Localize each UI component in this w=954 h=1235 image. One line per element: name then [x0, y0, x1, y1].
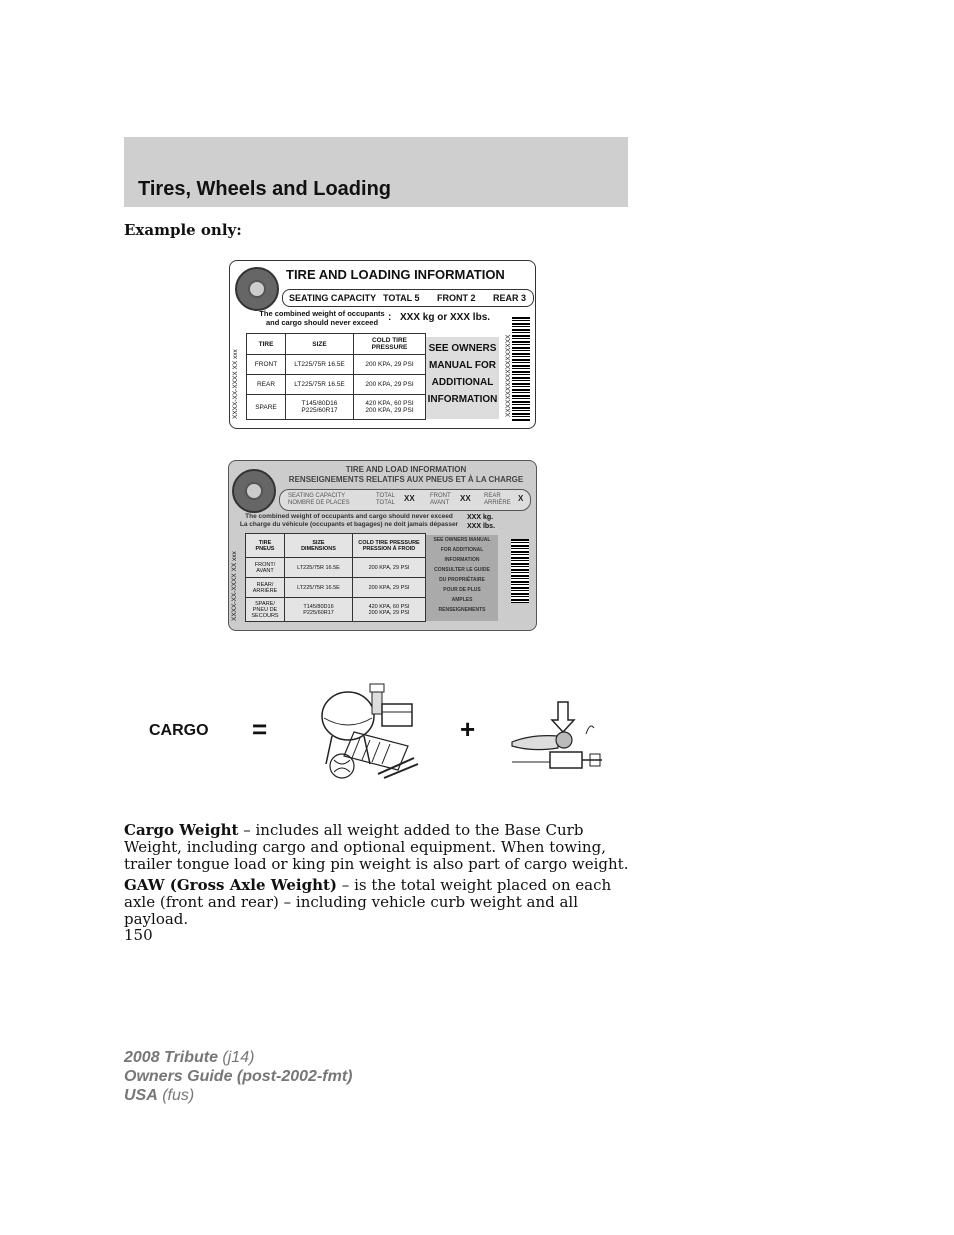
seating-line: TOTAL [376, 493, 395, 499]
row-pressure: 200 KPA, 29 PSI [354, 375, 426, 395]
seating-line: NOMBRE DE PLACES [288, 500, 350, 506]
footer-text: USA [124, 1087, 158, 1104]
side-code: XXXX-XX-XXXX XX xxx [231, 551, 238, 621]
owner-line: INFORMATION [444, 557, 480, 563]
header-tire [246, 534, 285, 558]
header-size: SIZE [286, 334, 354, 355]
seating-front: FRONT 2 [437, 293, 476, 303]
header-line: PRESSION À FROID [362, 545, 416, 552]
weight-colon: : [388, 312, 392, 323]
tire-line: SECOURS [251, 612, 279, 619]
owner-line: INFORMATION [427, 394, 498, 405]
right-code: XXXXXXXXXXXXXXXXXXX [505, 334, 512, 417]
header-line: PNEUS [255, 545, 275, 552]
footer-code: (j14) [217, 1049, 255, 1066]
combined-weight-text [239, 513, 459, 529]
owner-line: CONSULTER LE GUIDE [434, 567, 490, 573]
seating-capacity-box [282, 289, 534, 307]
seating-line: SEATING CAPACITY [288, 493, 346, 499]
header-line: COLD TIRE PRESSURE [358, 539, 420, 546]
trailer-hitch-icon [510, 698, 602, 774]
header-pressure: COLD TIRE PRESSURE [354, 334, 426, 355]
owner-line: SEE OWNERS MANUAL [433, 537, 491, 543]
size-line: T145/80D16 [303, 603, 334, 610]
owner-line: AMPLES [451, 597, 473, 603]
table-row [246, 558, 426, 578]
header-line: SIZE [312, 539, 325, 546]
pressure-line: 200 KPA, 29 PSI [368, 609, 410, 616]
side-code: XXXX-XX-XXXX XX xxx [232, 349, 239, 419]
combined-line: La charge du véhicule (occupants et bagages) ne doit jamais dépasser [239, 521, 459, 528]
tire-line: SPARE/ [255, 600, 275, 607]
size-line: P225/60R17 [301, 407, 338, 414]
owner-line: POUR DE PLUS [443, 587, 481, 593]
table-row [246, 598, 426, 622]
row-pressure: 200 KPA, 29 PSI [353, 558, 426, 578]
row-tire [246, 598, 285, 622]
title-line: RENSEIGNEMENTS RELATIFS AUX PNEUS ET À LA CHARGE [288, 475, 524, 484]
header-tire: TIRE [247, 334, 286, 355]
seating-line: AVANT [430, 500, 450, 506]
max-weight: XXX kg or XXX lbs. [400, 312, 491, 323]
seating-line: TOTAL [376, 500, 395, 506]
row-tire: SPARE [247, 395, 286, 420]
cargo-weight-paragraph [124, 822, 630, 873]
seating-total-value: XX [404, 494, 415, 503]
owner-line: RENSEIGNEMENTS [438, 607, 486, 613]
seating-capacity: SEATING CAPACITY [289, 293, 377, 303]
seating-capacity [288, 493, 350, 507]
table-row [246, 578, 426, 598]
row-tire: REAR [247, 375, 286, 395]
header-line: TIRE [258, 539, 272, 546]
seating-line: REAR [484, 493, 501, 499]
plus-sign: + [460, 714, 476, 744]
barcode [512, 317, 530, 421]
seating-front-value: XX [460, 494, 471, 503]
max-weight [467, 513, 495, 531]
tire-loading-label-bilingual [228, 460, 537, 631]
tire-loading-label-english [229, 260, 536, 429]
row-size [285, 598, 353, 622]
owner-line: ADDITIONAL [431, 377, 494, 388]
definition: – includes all weight added to the Base Curb Weight, including cargo and optional equipment. When towing, trailer tongue load or king pin weight is also part of cargo weight. [124, 821, 629, 873]
title-line: TIRE AND LOAD INFORMATION [345, 465, 467, 474]
owners-manual-note [426, 337, 499, 419]
owners-manual-note [426, 535, 498, 621]
row-tire [246, 558, 285, 578]
pressure-line: 420 KPA, 60 PSI [368, 603, 410, 610]
size-line: P225/60R17 [303, 609, 334, 616]
cargo-illustration [140, 670, 610, 790]
size-line: T145/80D16 [301, 400, 338, 407]
row-size: LT225/75R 16.5E [285, 578, 353, 598]
tire-line: PNEU DE [252, 606, 278, 613]
example-label: Example only: [124, 221, 242, 239]
row-size: LT225/75R 16.5E [285, 558, 353, 578]
section-title: Tires, Wheels and Loading [138, 178, 392, 200]
row-tire: FRONT [247, 355, 286, 375]
seating-total: TOTAL 5 [383, 293, 420, 303]
seating-line: FRONT [430, 493, 451, 499]
owner-line: SEE OWNERS [428, 343, 497, 354]
table-row [247, 355, 426, 375]
term: GAW (Gross Axle Weight) [124, 876, 338, 894]
weight-line: XXX kg. [467, 514, 494, 521]
tire-icon [232, 469, 276, 513]
tire-line: ARRIÈRE [252, 587, 278, 594]
footer-line [124, 1048, 352, 1067]
definition: – is the total weight placed on each axle (front and rear) – including vehicle curb weight and all payload. [124, 876, 612, 928]
seating-rear-value: X [518, 494, 524, 503]
row-pressure: 200 KPA, 29 PSI [353, 578, 426, 598]
row-pressure [354, 395, 426, 420]
table-row [247, 395, 426, 420]
combined-line: The combined weight of occupants and cargo should never exceed [245, 513, 453, 520]
tire-line: AVANT [256, 567, 274, 574]
pressure-line: 200 KPA, 29 PSI [365, 407, 414, 414]
equals-sign: = [252, 714, 268, 744]
combined-weight-text: The combined weight of occupants and cargo should never exceed [259, 309, 385, 327]
header-line: DIMENSIONS [301, 545, 336, 552]
label-title: TIRE AND LOADING INFORMATION [286, 267, 505, 282]
seating-front [430, 493, 451, 507]
term: Cargo Weight [124, 821, 239, 839]
tire-line: FRONT/ [254, 561, 276, 568]
seating-capacity-box [279, 489, 531, 511]
tire-table [245, 533, 426, 622]
page-number: 150 [124, 926, 153, 944]
tire-table [246, 333, 426, 420]
label-title [281, 465, 531, 485]
seating-line: ARRIÈRE [484, 500, 511, 506]
weight-line: XXX lbs. [467, 523, 496, 530]
cargo-items-icon [318, 674, 424, 784]
header-size [285, 534, 353, 558]
barcode [511, 539, 529, 603]
document-footer [124, 1048, 352, 1105]
footer-line [124, 1086, 352, 1105]
seating-rear [484, 493, 511, 507]
cargo-label: CARGO [149, 722, 209, 739]
row-pressure: 200 KPA, 29 PSI [354, 355, 426, 375]
owner-line: MANUAL FOR [428, 360, 497, 371]
owner-line: DU PROPRIÉTAIRE [439, 577, 485, 583]
owner-line: FOR ADDITIONAL [440, 547, 484, 553]
row-pressure [353, 598, 426, 622]
seating-total [376, 493, 395, 507]
gaw-paragraph [124, 877, 630, 928]
table-row [247, 375, 426, 395]
footer-line: Owners Guide (post-2002-fmt) [124, 1068, 353, 1085]
footer-text: 2008 Tribute [124, 1049, 218, 1066]
row-size: LT225/75R 16.5E [286, 355, 354, 375]
footer-code: (fus) [157, 1087, 195, 1104]
section-header [124, 137, 628, 207]
row-size: LT225/75R 16.5E [286, 375, 354, 395]
row-size [286, 395, 354, 420]
tire-line: REAR/ [256, 581, 274, 588]
row-tire [246, 578, 285, 598]
tire-icon [235, 267, 279, 311]
seating-rear: REAR 3 [493, 293, 527, 303]
pressure-line: 420 KPA, 60 PSI [365, 400, 414, 407]
header-pressure [353, 534, 426, 558]
